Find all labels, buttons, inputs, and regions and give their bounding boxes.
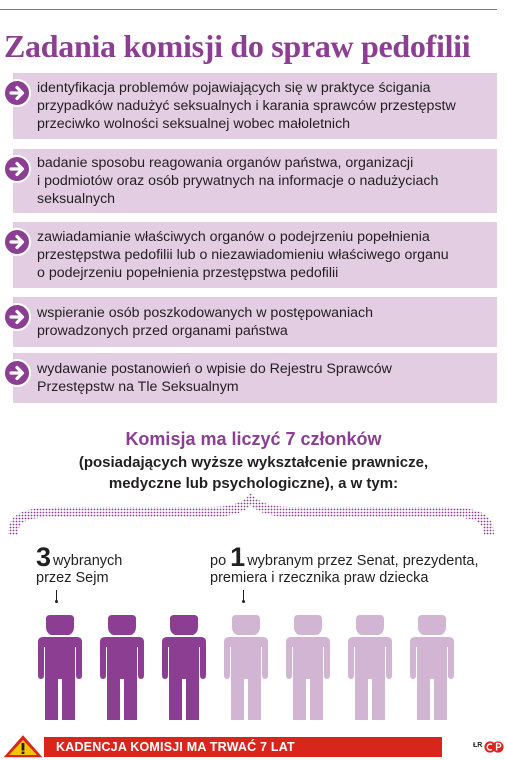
task-text-line: o podejrzeniu popełnienia przestępstwa pedofilii: [37, 265, 339, 281]
arrow-right-icon: [3, 155, 31, 183]
cadence-warning: KADENCJA KOMISJI MA TRWAĆ 7 LAT: [44, 737, 442, 757]
group-sejm-pointer-dot: [55, 600, 58, 603]
task-text-line: przestępstwa pedofilii lub o niezawiadomieniu właściwego organu: [37, 247, 449, 263]
task-text-line: prowadzonych przed organami państwa: [37, 323, 288, 339]
group-others-count: 1: [230, 542, 246, 572]
task-text-line: przypadków nadużyć seksualnych i karania sprawców przestępstw: [37, 98, 456, 114]
person-icon-other: [222, 613, 270, 721]
arrow-right-icon: [3, 303, 31, 331]
publisher-logo-icon: [484, 740, 504, 754]
task-item: [13, 149, 497, 213]
members-subtitle: [0, 452, 507, 494]
members-subtitle-line2: medyczne lub psychologiczne), a w tym:: [108, 475, 399, 492]
person-icon-other: [408, 613, 456, 721]
task-item: [13, 353, 497, 403]
arrow-right-icon: [3, 228, 31, 256]
group-others-text2: premiera i rzecznika praw dziecka: [210, 570, 429, 586]
task-text-line: wspieranie osób poszkodowanych w postępowaniach: [37, 305, 373, 321]
person-icon-sejm: [98, 613, 146, 721]
task-item: [13, 73, 497, 139]
task-text-line: Przestępstw na Tle Seksualnym: [37, 379, 239, 395]
members-title: Komisja ma liczyć 7 członków: [125, 429, 382, 449]
task-text-line: badanie sposobu reagowania organów państwa, organizacji: [37, 155, 414, 171]
group-sejm-text2: przez Sejm: [36, 570, 109, 586]
dotted-brace: [6, 493, 496, 538]
task-text-line: zawiadamianie właściwych organów o podejrzeniu popełnienia: [37, 229, 430, 245]
person-icon-other: [284, 613, 332, 721]
group-sejm-text1: wybranych: [53, 553, 123, 569]
group-sejm-count: 3: [36, 542, 52, 572]
group-others: [210, 542, 479, 587]
group-others-text1: wybranym przez Senat, prezydenta,: [247, 553, 479, 569]
author-credit: ŁR: [473, 742, 483, 749]
task-text-line: przeciwko wolności seksualnej wobec małoletnich: [37, 116, 351, 132]
task-text-line: wydawanie postanowień o wpisie do Rejestru Sprawców: [37, 361, 392, 377]
task-text-line: i podmiotów oraz osób prywatnych na informacje o nadużyciach: [37, 173, 439, 189]
group-sejm: [36, 542, 123, 587]
page-title: Zadania komisji do spraw pedofilii: [4, 28, 471, 64]
task-text-line: identyfikacja problemów pojawiających się w praktyce ścigania: [37, 80, 431, 96]
task-item: [13, 222, 497, 288]
arrow-right-icon: [3, 79, 31, 107]
person-icon-other: [346, 613, 394, 721]
group-others-prefix: po: [210, 553, 227, 569]
top-rule: [0, 9, 497, 10]
group-others-pointer-dot: [242, 600, 245, 603]
members-subtitle-line1: (posiadających wyższe wykształcenie prawnicze,: [78, 454, 429, 471]
arrow-right-icon: [3, 359, 31, 387]
person-icon-sejm: [160, 613, 208, 721]
task-item: [13, 297, 497, 347]
warning-triangle-icon: [0, 732, 46, 760]
task-text-line: seksualnych: [37, 191, 116, 207]
person-icon-sejm: [36, 613, 84, 721]
